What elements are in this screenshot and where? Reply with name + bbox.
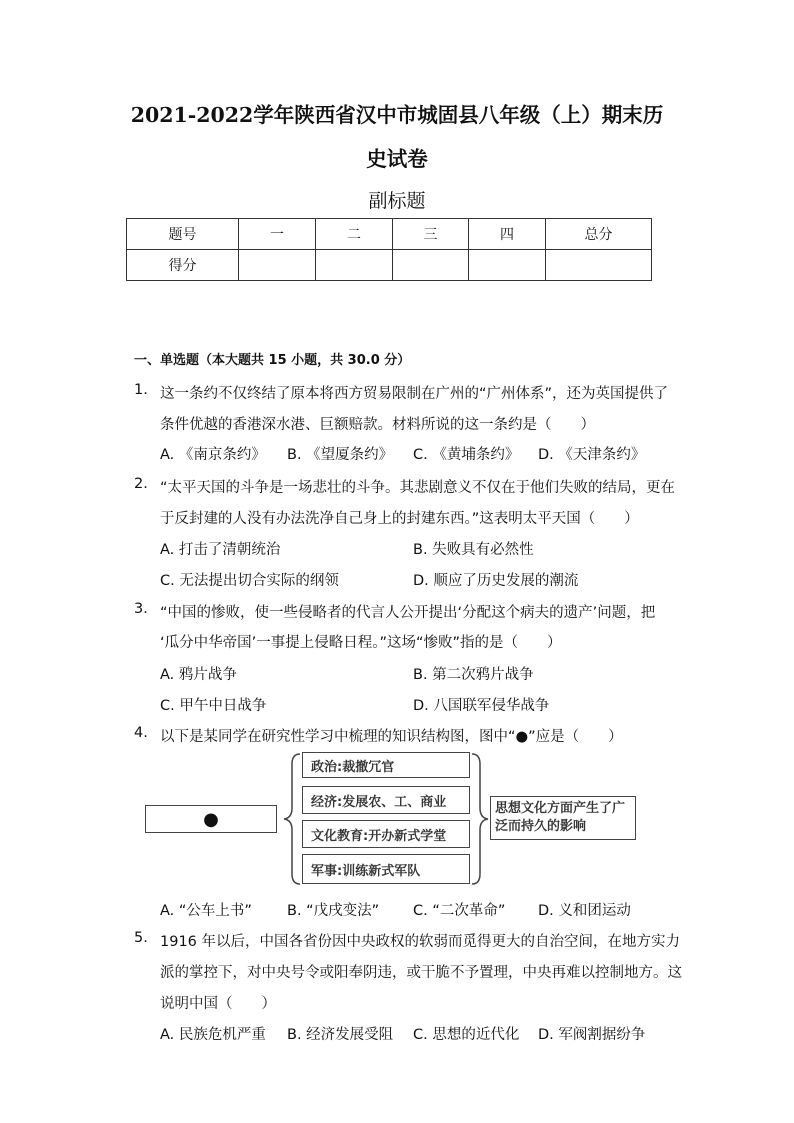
option-c[interactable]: C. 甲午中日战争 [160, 698, 267, 714]
option-c[interactable]: C. 无法提出切合实际的纲领 [160, 573, 339, 589]
score-input-cell[interactable] [546, 250, 652, 281]
center-box: ● [145, 805, 277, 833]
option-a[interactable]: A. 民族危机严重 [160, 1027, 266, 1043]
question-number: 3. [134, 601, 148, 617]
score-cell: 四 [469, 219, 546, 250]
diagram-item-education: 文化教育:开办新式学堂 [302, 820, 470, 848]
option-d[interactable]: D. 《天津条约》 [538, 447, 646, 463]
option-d[interactable]: D. 八国联军侵华战争 [413, 698, 550, 714]
score-cell: 三 [393, 219, 469, 250]
score-input-cell[interactable] [469, 250, 546, 281]
question-number: 5. [134, 930, 148, 946]
option-c[interactable]: C. 思想的近代化 [413, 1027, 520, 1043]
score-table-score-row [127, 250, 652, 281]
question-text: “太平天国的斗争是一场悲壮的斗争。其悲剧意义不仅在于他们失败的结局，更在 [160, 480, 676, 496]
question-text: “中国的惨败，使一些侵略者的代言人公开提出‘分配这个病夫的遗产’问题，把 [160, 605, 656, 621]
option-b[interactable]: B. 第二次鸦片战争 [413, 667, 534, 683]
question-text: ‘瓜分中华帝国’一事提上侵略日程。”这场“惨败”指的是（ ） [160, 635, 562, 651]
option-d[interactable]: D. 义和团运动 [538, 903, 631, 919]
option-a[interactable]: A. 打击了清朝统治 [160, 542, 281, 558]
score-input-cell[interactable] [316, 250, 393, 281]
score-table [126, 218, 652, 281]
diagram-result-box: 思想文化方面产生了广泛而持久的影响 [490, 796, 636, 840]
question-text: 1916 年以后，中国各省份因中央政权的软弱而觅得更大的自治空间，在地方实力 [160, 934, 681, 950]
diagram-item-economy: 经济:发展农、工、商业 [302, 786, 470, 814]
section-heading: 一、单选题（本大题共 15 小题，共 30.0 分） [134, 353, 411, 368]
diagram-item-military: 军事:训练新式军队 [302, 854, 470, 884]
question-text: 这一条约不仅终结了原本将西方贸易限制在广州的“广州体系”，还为英国提供了 [160, 386, 669, 402]
question-number: 1. [134, 382, 148, 398]
option-b[interactable]: B. 失败具有必然性 [413, 542, 534, 558]
score-cell: 二 [316, 219, 393, 250]
option-a[interactable]: A. 鸦片战争 [160, 667, 237, 683]
score-cell: 一 [239, 219, 316, 250]
question-number: 4. [134, 725, 148, 741]
exam-subtitle: 副标题 [368, 190, 426, 212]
diagram-item-politics: 政治:裁撤冗官 [302, 752, 470, 778]
option-c[interactable]: C. 《黄埔条约》 [413, 447, 520, 463]
option-b[interactable]: B. 经济发展受阻 [287, 1027, 394, 1043]
question-text: 以下是某同学在研究性学习中梳理的知识结构图，图中“●”应是（ ） [160, 729, 623, 745]
score-cell: 总分 [546, 219, 652, 250]
exam-title-line1: 2021-2022学年陕西省汉中市城固县八年级（上）期末历 [130, 103, 664, 127]
option-a[interactable]: A. “公车上书” [160, 903, 252, 919]
score-cell: 得分 [127, 250, 239, 281]
option-b[interactable]: B. “戊戌变法” [287, 903, 380, 919]
question-text: 说明中国（ ） [160, 996, 276, 1012]
option-c[interactable]: C. “二次革命” [413, 903, 506, 919]
option-d[interactable]: D. 顺应了历史发展的潮流 [413, 573, 579, 589]
question-text: 派的掌控下，对中央号令或阳奉阴违，或干脆不予置理，中央再难以控制地方。这 [160, 965, 682, 981]
question-text: 于反封建的人没有办法洗净自己身上的封建东西。”这表明太平天国（ ） [160, 511, 639, 527]
exam-title-line2: 史试卷 [366, 147, 428, 171]
question-text: 条件优越的香港深水港、巨额赔款。材料所说的这一条约是（ ） [160, 417, 595, 433]
option-a[interactable]: A. 《南京条约》 [160, 447, 266, 463]
question-number: 2. [134, 476, 148, 492]
score-cell: 题号 [127, 219, 239, 250]
score-input-cell[interactable] [393, 250, 469, 281]
score-input-cell[interactable] [239, 250, 316, 281]
option-b[interactable]: B. 《望厦条约》 [287, 447, 394, 463]
knowledge-structure-diagram [140, 748, 640, 890]
score-table-header-row [127, 219, 652, 250]
option-d[interactable]: D. 军阀割据纷争 [538, 1027, 646, 1043]
